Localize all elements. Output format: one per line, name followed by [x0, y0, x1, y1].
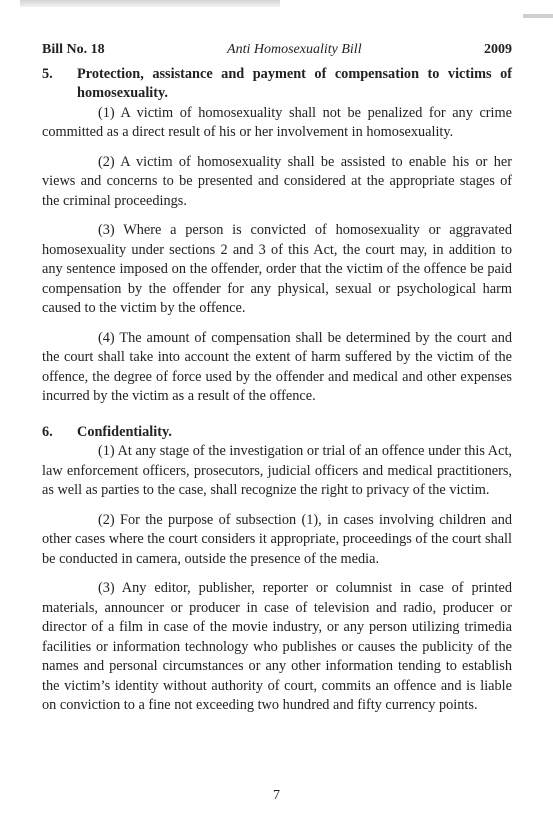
subsection-paragraph: (3) Any editor, publisher, reporter or columnist in case of printed materials, announcer or producer in case of television and radio, producer or director of a film in case of the movie industry, or any person utilizing trimedia facilities or information technology who publishes or causes the publicity of the names and personal circumstances or any other information tending to establish the victim’s identity without authority of court, commits an offence and is liable on conviction to a fine not exceeding two hundred and fifty currency points. [42, 580, 512, 713]
subsection-paragraph: (1) A victim of homosexuality shall not be penalized for any crime committed as a direct result of his or her involvement in homosexuality. [42, 104, 512, 140]
section-title: Confidentiality. [77, 423, 172, 440]
running-header [42, 40, 512, 60]
section-5 [42, 65, 512, 407]
page-number: 7 [273, 788, 280, 803]
bill-number: Bill No. 18 [42, 42, 105, 57]
subsection-paragraph: (2) For the purpose of subsection (1), in cases involving children and other cases where the court considers it appropriate, proceedings of the court shall be conducted in camera, outside the presence of the media. [42, 511, 512, 567]
subsection-paragraph: (2) A victim of homosexuality shall be assisted to enable his or her views and concerns to be presented and considered at the appropriate stages of the criminal proceedings. [42, 153, 512, 209]
subsection-paragraph: (4) The amount of compensation shall be determined by the court and the court shall take into account the extent of harm suffered by the victim of the offence, the degree of force used by the offender and medical and other expenses incurred by the victim as a result of the offence. [42, 329, 512, 404]
section-heading [42, 423, 512, 443]
bill-title: Anti Homosexuality Bill [227, 42, 362, 57]
section-title: Protection, assistance and payment of compensation to victims of homosexuality. [77, 65, 512, 101]
section-number: 5. [42, 65, 53, 82]
section-number: 6. [42, 423, 53, 440]
section-6 [42, 423, 512, 716]
subsection-paragraph: (3) Where a person is convicted of homosexuality or aggravated homosexuality under sections 2 and 3 of this Act, the court may, in addition to any sentence imposed on the offender, order that the victim of the offence be paid compensation by the offender for any physical, sexual or psychological harm caused to the victim by the offence. [42, 222, 512, 316]
scan-edge-top [20, 0, 280, 7]
document-page [42, 40, 512, 732]
bill-year: 2009 [484, 42, 512, 57]
section-heading [42, 65, 512, 104]
scan-edge-right [523, 14, 553, 18]
subsection-paragraph: (1) At any stage of the investigation or trial of an offence under this Act, law enforcement officers, prosecutors, judicial officers and medical practitioners, as well as parties to the case, shall recognize the right to privacy of the victim. [42, 443, 512, 498]
